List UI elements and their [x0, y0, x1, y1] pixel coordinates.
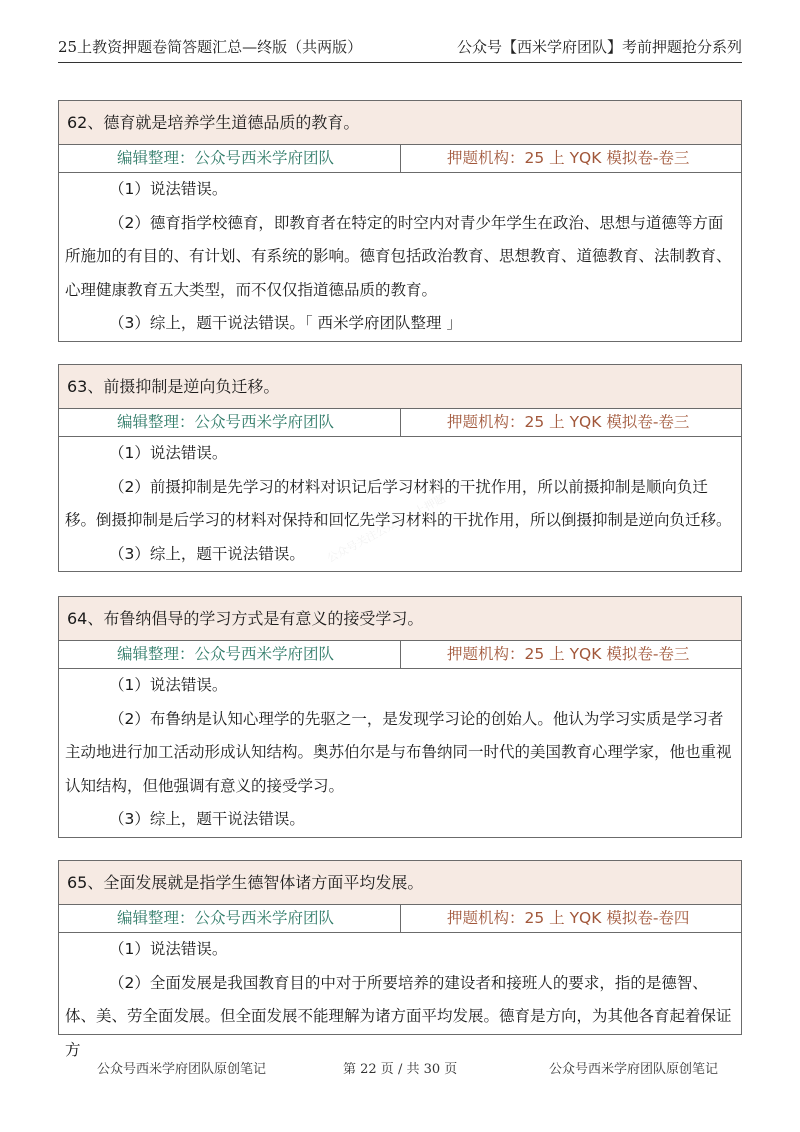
answer-paragraph: （3）综上，题干说法错误。「 西米学府团队整理 」 — [109, 314, 462, 332]
editor-label: 编辑整理：公众号西米学府团队 — [59, 641, 401, 668]
source-org: 押题机构：25 上 YQK 模拟卷-卷四 — [447, 909, 690, 927]
answer-paragraph: （1）说法错误。 — [109, 180, 228, 198]
question-block-65 — [58, 860, 742, 1059]
question-meta — [59, 409, 741, 437]
question-meta — [59, 905, 741, 933]
answer-paragraph: （1）说法错误。 — [109, 940, 228, 958]
question-title: 65、全面发展就是指学生德智体诸方面平均发展。 — [59, 861, 741, 905]
question-meta — [59, 145, 741, 173]
answer-paragraph: （3）综上，题干说法错误。 — [109, 810, 305, 828]
header-doc-title: 25上教资押题卷简答题汇总—终版（共两版） — [58, 38, 363, 56]
answer-body — [59, 437, 741, 574]
question-title: 64、布鲁纳倡导的学习方式是有意义的接受学习。 — [59, 597, 741, 641]
answer-paragraph: （2）布鲁纳是认知心理学的先驱之一，是发现学习论的创始人。他认为学习实质是学习者主动地进行加工活动形成认知结构。奥苏伯尔是与布鲁纳同一时代的美国教育心理学家，他也重视认知结构，但他强调有意义的接受学习。 — [65, 709, 732, 795]
question-block-64 — [58, 596, 742, 838]
page-number: 第 22 页 / 共 30 页 — [343, 1062, 458, 1077]
question-block-63 — [58, 364, 742, 572]
source-org: 押题机构：25 上 YQK 模拟卷-卷三 — [447, 413, 690, 431]
answer-body — [59, 933, 741, 1070]
question-title: 63、前摄抑制是逆向负迁移。 — [59, 365, 741, 409]
footer-right-note: 公众号西米学府团队原创笔记 — [549, 1062, 719, 1077]
editor-label: 编辑整理：公众号西米学府团队 — [59, 905, 401, 932]
question-title: 62、德育就是培养学生道德品质的教育。 — [59, 101, 741, 145]
question-meta — [59, 641, 741, 669]
header-series-title: 公众号【西米学府团队】考前押题抢分系列 — [456, 38, 742, 56]
editor-label: 编辑整理：公众号西米学府团队 — [59, 145, 401, 172]
question-block-62 — [58, 100, 742, 342]
answer-paragraph: （2）德育指学校德育，即教育者在特定的时空内对青少年学生在政治、思想与道德等方面所施加的有目的、有计划、有系统的影响。德育包括政治教育、思想教育、道德教育、法制教育、心理健康教育五大类型，而不仅仅指道德品质的教育。 — [65, 213, 732, 299]
answer-body — [59, 669, 741, 840]
source-org: 押题机构：25 上 YQK 模拟卷-卷三 — [447, 149, 690, 167]
answer-body — [59, 173, 741, 344]
editor-label: 编辑整理：公众号西米学府团队 — [59, 409, 401, 436]
page-footer — [0, 1058, 800, 1082]
answer-paragraph: （2）全面发展是我国教育目的中对于所要培养的建设者和接班人的要求，指的是德智、体、美、劳全面发展。但全面发展不能理解为诸方面平均发展。德育是方向，为其他各育起着保证方 — [65, 973, 732, 1059]
answer-paragraph: （3）综上，题干说法错误。 — [109, 544, 305, 563]
answer-paragraph: （1）说法错误。 — [109, 444, 228, 462]
page-header — [58, 30, 742, 63]
answer-paragraph: （2）前摄抑制是先学习的材料对识记后学习材料的干扰作用，所以前摄抑制是顺向负迁移。倒摄抑制是后学习的材料对保持和回忆先学习材料的干扰作用，所以倒摄抑制是逆向负迁移。 — [65, 477, 732, 529]
watermark: 公众号关注公众号：上押题 — [324, 491, 448, 566]
answer-paragraph: （1）说法错误。 — [109, 676, 228, 694]
source-org: 押题机构：25 上 YQK 模拟卷-卷三 — [447, 645, 690, 663]
footer-left-note: 公众号西米学府团队原创笔记 — [97, 1062, 267, 1077]
